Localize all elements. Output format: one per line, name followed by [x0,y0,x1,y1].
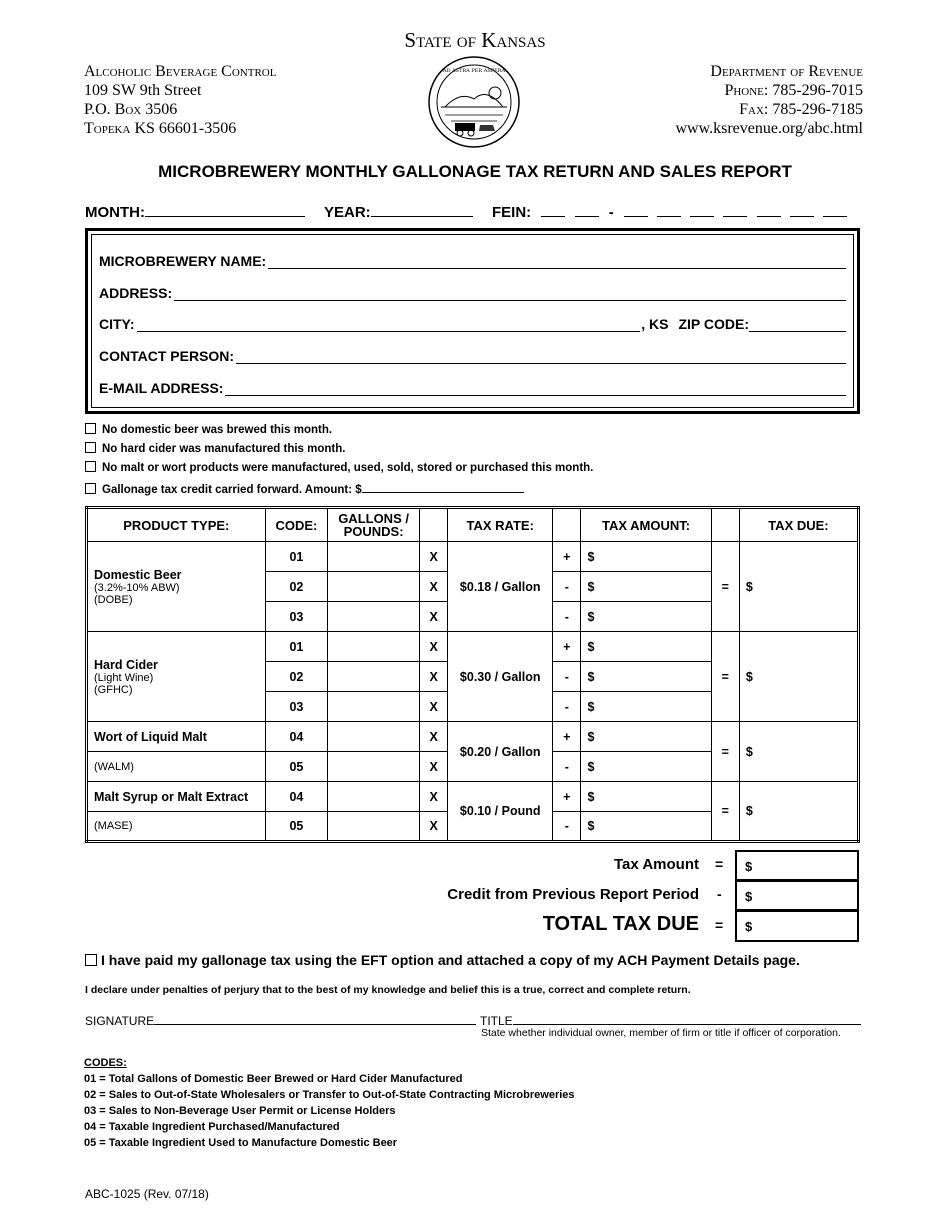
summary-minus-sign: - [717,886,722,902]
title-label: TITLE [480,1014,513,1028]
code-item: 04 = Taxable Ingredient Purchased/Manufactured [84,1121,340,1133]
gallons-input[interactable] [328,692,420,722]
gallons-input[interactable] [328,542,420,572]
department-name: Department of Revenue [710,63,863,80]
plus-sign: + [553,722,581,752]
times-sign: X [420,782,448,812]
agency-address [84,62,276,138]
check-label: No malt or wort products were manufactured, used, sold, stored or purchased this month. [102,462,594,474]
times-sign: X [420,572,448,602]
code-item: 02 = Sales to Out-of-State Wholesalers or Transfer to Out-of-State Contracting Microbreweries [84,1089,575,1101]
kansas-seal [425,55,523,149]
product-wort-code: (WALM) [87,752,266,782]
times-sign: X [420,632,448,662]
checkbox[interactable] [85,423,96,434]
email-label: E-MAIL ADDRESS: [99,380,224,396]
tax-table [85,506,860,843]
rate-domestic-beer: $0.18 / Gallon [448,542,553,632]
email-input[interactable] [225,381,846,396]
address-label: ADDRESS: [99,285,173,301]
no-malt-check[interactable] [85,461,593,474]
summary-tax-amount-label: Tax Amount [614,856,699,873]
check-label: No domestic beer was brewed this month. [102,424,333,436]
checkbox[interactable] [85,442,96,453]
table-row [87,542,859,572]
agency-name: Alcoholic Beverage Control [84,63,277,80]
minus-sign: - [553,602,581,632]
code-item: 05 = Taxable Ingredient Used to Manufacture Domestic Beer [84,1137,398,1149]
product-malt-syrup: Malt Syrup or Malt Extract [87,782,266,812]
month-label: MONTH: [85,204,145,221]
code-item: 03 = Sales to Non-Beverage User Permit or License Holders [84,1105,396,1117]
fein-digit[interactable] [624,201,648,217]
equals-sign: = [711,722,739,782]
times-sign: X [420,752,448,782]
times-sign: X [420,722,448,752]
city-field[interactable] [99,316,846,332]
department-fax: Fax: 785-296-7185 [739,101,863,118]
signature-label: SIGNATURE [85,1014,155,1028]
code-cell: 03 [265,602,328,632]
address-input[interactable] [174,286,846,301]
tax-due-input[interactable]: $ [739,782,858,842]
form-title: MICROBREWERY MONTHLY GALLONAGE TAX RETURN AND SALES REPORT [158,162,792,181]
agency-street: 109 SW 9th Street [84,82,202,99]
name-label: MICROBREWERY NAME: [99,253,267,269]
tax-amount-input[interactable]: $ [581,662,711,692]
tax-amount-input[interactable]: $ [581,542,711,572]
product-wort: Wort of Liquid Malt [87,722,266,752]
summary-equals-sign: = [715,856,724,872]
rate-hard-cider: $0.30 / Gallon [448,632,553,722]
contact-label: CONTACT PERSON: [99,348,235,364]
fein-field[interactable] [492,201,847,221]
email-field[interactable] [99,380,846,396]
header-blank [711,508,739,542]
department-info [675,62,863,138]
zip-input[interactable] [749,317,846,332]
credit-forward-check[interactable] [85,481,524,496]
tax-amount-input[interactable]: $ [581,812,711,842]
gallons-input[interactable] [328,662,420,692]
times-sign: X [420,602,448,632]
header-due: TAX DUE: [739,508,858,542]
signature-field[interactable] [85,1012,476,1028]
equals-sign: = [711,542,739,632]
title-note: State whether individual owner, member of firm or title if officer of corporation. [481,1027,841,1039]
fein-separator: - [608,204,614,221]
declaration-text: I declare under penalties of perjury that to the best of my knowledge and belief this is a true, correct and complete return. [85,984,691,996]
year-input[interactable] [371,201,473,217]
gallons-input[interactable] [328,782,420,812]
total-tax-due-label: TOTAL TAX DUE [542,913,699,935]
tax-amount-input[interactable]: $ [581,632,711,662]
code-cell: 04 [265,782,328,812]
total-tax-due-input[interactable]: $ [735,910,859,942]
no-beer-check[interactable] [85,423,332,436]
tax-amount-input[interactable]: $ [581,752,711,782]
eft-check[interactable] [85,952,800,968]
tax-amount-input[interactable]: $ [581,572,711,602]
equals-sign: = [711,782,739,842]
name-field[interactable] [99,253,846,269]
fein-digit[interactable] [823,201,847,217]
plus-sign: + [553,632,581,662]
rate-malt-syrup: $0.10 / Pound [448,782,553,842]
code-cell: 02 [265,572,328,602]
product-domestic-beer: Domestic Beer (3.2%-10% ABW) (DOBE) [87,542,266,632]
header-amount: TAX AMOUNT: [581,508,711,542]
name-input[interactable] [268,254,846,269]
code-cell: 02 [265,662,328,692]
checkbox[interactable] [85,483,96,494]
fein-digit[interactable] [657,201,681,217]
fein-digit[interactable] [723,201,747,217]
gallons-input[interactable] [328,632,420,662]
tax-due-input[interactable]: $ [739,632,858,722]
contact-input[interactable] [236,349,846,364]
times-sign: X [420,812,448,842]
title-field[interactable] [480,1012,861,1028]
eft-label: I have paid my gallonage tax using the EFT option and attached a copy of my ACH Payment Details page. [101,952,800,968]
plus-sign: + [553,782,581,812]
address-field[interactable] [99,285,846,301]
fein-digit[interactable] [541,201,565,217]
seal-motto: AD ASTRA PER ASPERA [442,68,506,74]
checkbox[interactable] [85,954,97,966]
code-item: 01 = Total Gallons of Domestic Beer Brewed or Hard Cider Manufactured [84,1073,463,1085]
check-label: No hard cider was manufactured this month. [102,443,346,455]
title-input[interactable] [513,1012,861,1025]
header-product: PRODUCT TYPE: [87,508,266,542]
minus-sign: - [553,662,581,692]
table-row [87,722,859,752]
minus-sign: - [553,812,581,842]
fein-label: FEIN: [492,204,532,221]
code-cell: 05 [265,752,328,782]
times-sign: X [420,662,448,692]
header-blank [553,508,581,542]
state-title: State of Kansas [404,28,546,52]
rate-wort: $0.20 / Gallon [448,722,553,782]
contact-field[interactable] [99,348,846,364]
month-input[interactable] [145,201,305,217]
gallons-input[interactable] [328,572,420,602]
city-label: CITY: [99,316,135,332]
code-cell: 01 [265,632,328,662]
form-number: ABC-1025 (Rev. 07/18) [85,1187,209,1201]
credit-amount-input[interactable] [362,481,524,493]
state-ks-label: , KS [641,316,669,332]
code-cell: 03 [265,692,328,722]
gallons-input[interactable] [328,752,420,782]
summary-tax-amount-input[interactable]: $ [735,850,859,881]
minus-sign: - [553,572,581,602]
department-url[interactable]: www.ksrevenue.org/abc.html [675,120,863,137]
table-header [87,508,859,542]
zip-label: ZIP CODE: [678,316,749,332]
gallons-input[interactable] [328,602,420,632]
fein-digit[interactable] [575,201,599,217]
fein-digit[interactable] [757,201,781,217]
codes-legend [84,1055,575,1151]
month-field[interactable] [85,201,305,221]
summary-credit-label: Credit from Previous Report Period [447,886,699,903]
code-cell: 05 [265,812,328,842]
year-field[interactable] [324,201,473,221]
agency-city: Topeka KS 66601-3506 [84,120,237,137]
fein-digit[interactable] [790,201,814,217]
total-equals-sign: = [715,917,724,933]
table-row [87,632,859,662]
minus-sign: - [553,752,581,782]
business-info-box [85,228,860,414]
equals-sign: = [711,632,739,722]
times-sign: X [420,542,448,572]
summary-credit-input[interactable]: $ [735,880,859,911]
code-cell: 01 [265,542,328,572]
fein-digit[interactable] [690,201,714,217]
product-hard-cider: Hard Cider (Light Wine) (GFHC) [87,632,266,722]
tax-amount-input[interactable]: $ [581,782,711,812]
header-code: CODE: [265,508,328,542]
city-input[interactable] [137,317,641,332]
tax-amount-input[interactable]: $ [581,722,711,752]
tax-amount-input[interactable]: $ [581,602,711,632]
agency-pobox: P.O. Box 3506 [84,101,178,118]
code-cell: 04 [265,722,328,752]
year-label: YEAR: [324,204,371,221]
signature-input[interactable] [154,1012,476,1025]
tax-due-input[interactable]: $ [739,542,858,632]
minus-sign: - [553,692,581,722]
table-row [87,782,859,812]
department-phone: Phone: 785-296-7015 [724,82,863,99]
times-sign: X [420,692,448,722]
plus-sign: + [553,542,581,572]
no-cider-check[interactable] [85,442,345,455]
gallons-input[interactable] [328,722,420,752]
codes-heading: CODES: [84,1057,127,1069]
header-gallons: GALLONS / POUNDS: [328,508,420,542]
gallons-input[interactable] [328,812,420,842]
checkbox[interactable] [85,461,96,472]
product-malt-syrup-code: (MASE) [87,812,266,842]
header-rate: TAX RATE: [448,508,553,542]
header-blank [420,508,448,542]
check-label: Gallonage tax credit carried forward. Amount: $ [102,484,362,496]
tax-amount-input[interactable]: $ [581,692,711,722]
tax-due-input[interactable]: $ [739,722,858,782]
